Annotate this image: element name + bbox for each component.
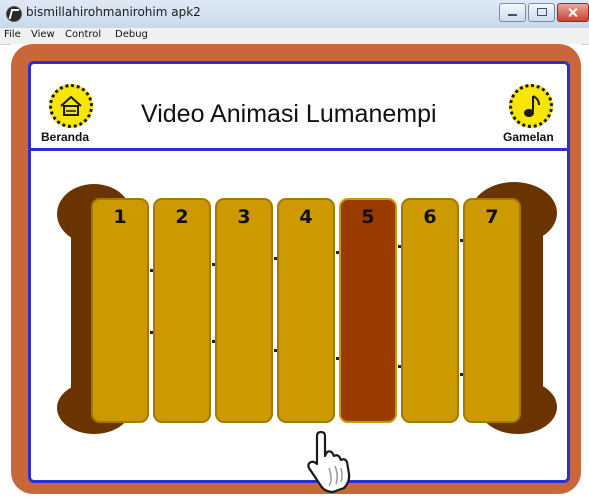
menu-bar bbox=[0, 28, 589, 45]
gamelan-bar-1[interactable] bbox=[91, 198, 149, 423]
gamelan-bar-4[interactable] bbox=[277, 198, 335, 423]
menu-view[interactable]: View bbox=[31, 29, 55, 40]
bar-number: 6 bbox=[423, 206, 437, 228]
gamelan-bar-7[interactable] bbox=[463, 198, 521, 423]
menu-debug[interactable]: Debug bbox=[115, 29, 148, 40]
gamelan-label: Gamelan bbox=[503, 130, 554, 144]
window-titlebar bbox=[0, 0, 589, 29]
menu-control[interactable]: Control bbox=[65, 29, 102, 40]
home-icon bbox=[52, 87, 90, 125]
close-button[interactable] bbox=[557, 3, 589, 22]
home-button[interactable] bbox=[49, 84, 93, 128]
minimize-button[interactable] bbox=[499, 3, 526, 22]
bar-number: 3 bbox=[237, 206, 251, 228]
gamelan-bar-5[interactable] bbox=[339, 198, 397, 423]
maximize-button[interactable] bbox=[528, 3, 555, 22]
animation-stage bbox=[11, 44, 581, 494]
bar-number: 4 bbox=[299, 206, 313, 228]
gamelan-bar-2[interactable] bbox=[153, 198, 211, 423]
gamelan-bar-3[interactable] bbox=[215, 198, 273, 423]
bar-number: 7 bbox=[485, 206, 499, 228]
app-icon bbox=[6, 6, 22, 22]
bar-number: 2 bbox=[175, 206, 189, 228]
bar-number: 1 bbox=[113, 206, 127, 228]
gamelan-button[interactable] bbox=[509, 84, 553, 128]
bar-number: 5 bbox=[361, 206, 375, 228]
page-title: Video Animasi Lumanempi bbox=[141, 100, 437, 128]
content-panel bbox=[28, 61, 570, 483]
decorative-frame bbox=[11, 44, 581, 494]
menu-file[interactable]: File bbox=[4, 29, 21, 40]
window-title: bismillahirohmanirohim apk2 bbox=[26, 5, 201, 19]
music-note-icon bbox=[512, 87, 550, 125]
home-label: Beranda bbox=[41, 130, 90, 144]
hand-pointer-icon bbox=[303, 430, 359, 494]
gamelan-bar-6[interactable] bbox=[401, 198, 459, 423]
header-divider bbox=[31, 148, 567, 151]
